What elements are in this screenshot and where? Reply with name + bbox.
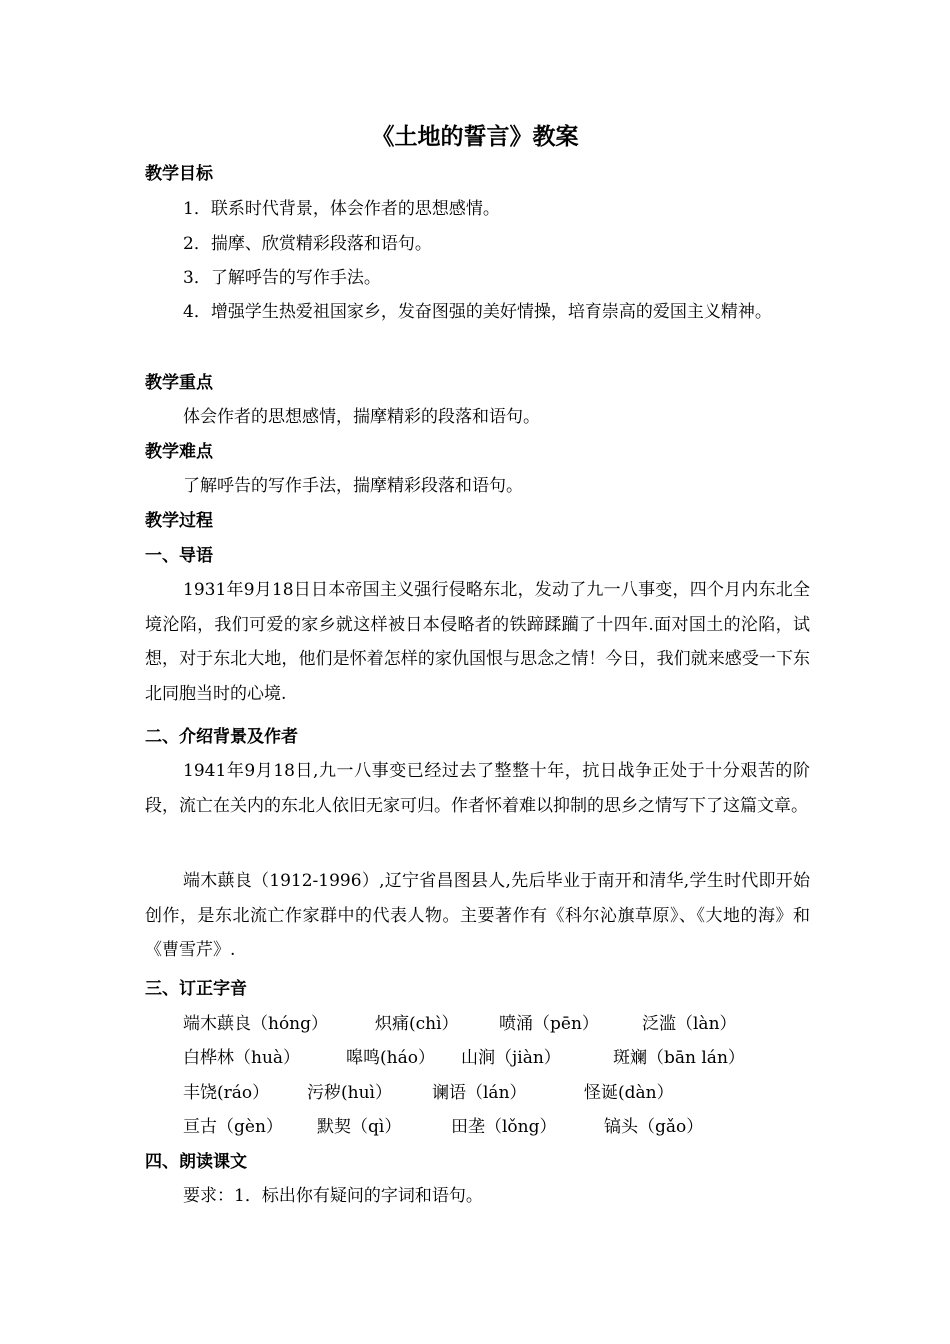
key-points-text: 体会作者的思想感情，揣摩精彩的段落和语句。 [183,407,540,427]
goal-item-1: 1．联系时代背景，体会作者的思想感情。 [183,199,500,219]
pinyin-item: 丰饶(ráo） [183,1083,270,1103]
heading-process: 教学过程 [145,511,213,531]
pinyin-item: 炽痛(chì） [375,1014,459,1034]
heading-background: 二、介绍背景及作者 [145,727,298,747]
intro-text: 1931年9月18日日本帝国主义强行侵略东北，发动了九一八事变，四个月内东北全境沦陷，我们可爱的家乡就这样被日本侵略者的铁蹄蹂躏了十四年.面对国土的沦陷，试想，对于东北大地，他们是怀着怎样的家仇国恨与思念之情！今日，我们就来感受一下东北同胞当时的心境. [145,580,810,704]
heading-intro: 一、导语 [145,546,213,566]
pinyin-item: 山涧（jiàn） [461,1048,561,1068]
goal-item-4: 4．增强学生热爱祖国家乡，发奋图强的美好情操，培育崇高的爱国主义精神。 [183,302,772,322]
document-title: 《土地的誓言》教案 [371,124,579,150]
pinyin-item: 喷涌（pēn） [499,1014,599,1034]
heading-key-points: 教学重点 [145,373,213,393]
pinyin-item: 斑斓（bān lán） [613,1048,745,1068]
pinyin-item: 镐头（gǎo） [604,1117,704,1137]
pinyin-item: 田垄（lǒng） [451,1117,557,1137]
goal-item-2: 2．揣摩、欣赏精彩段落和语句。 [183,234,432,254]
heading-goals: 教学目标 [145,164,213,184]
heading-reading: 四、朗读课文 [145,1152,247,1172]
heading-pronunciation: 三、订正字音 [145,979,247,999]
heading-difficulties: 教学难点 [145,442,213,462]
pinyin-item: 怪诞(dàn） [584,1083,674,1103]
reading-requirement: 要求：1．标出你有疑问的字词和语句。 [183,1186,483,1206]
pinyin-item: 端木蕻良（hóng） [183,1014,329,1034]
difficulties-text: 了解呼告的写作手法，揣摩精彩段落和语句。 [183,476,523,496]
pinyin-item: 亘古（gèn） [183,1117,283,1137]
pinyin-item: 谰语（lán） [432,1083,527,1103]
pinyin-item: 污秽(huì） [307,1083,392,1103]
goal-item-3: 3．了解呼告的写作手法。 [183,268,381,288]
background-paragraph-2: 端木蕻良（1912-1996）,辽宁省昌图县人,先后毕业于南开和清华,学生时代即开始创作，是东北流亡作家群中的代表人物。主要著作有《科尔沁旗草原》、《大地的海》和《曹雪芹》. [145,871,810,960]
pinyin-item: 泛滥（làn） [642,1014,737,1034]
pinyin-item: 默契（qì） [317,1117,402,1137]
pinyin-item: 嗥鸣(háo） [346,1048,435,1068]
pinyin-item: 白桦林（huà） [183,1048,301,1068]
background-paragraph-1: 1941年9月18日,九一八事变已经过去了整整十年，抗日战争正处于十分艰苦的阶段，流亡在关内的东北人依旧无家可归。作者怀着难以抑制的思乡之情写下了这篇文章。 [145,761,810,816]
